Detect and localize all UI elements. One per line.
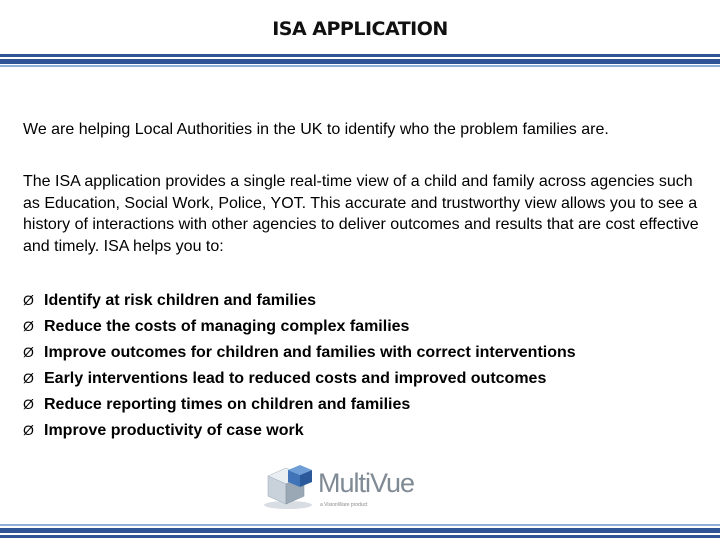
logo-tagline: a VisionWare product (320, 502, 368, 508)
header-rule (0, 59, 720, 64)
list-item-text: Reduce the costs of managing complex families (44, 317, 410, 335)
list-item (23, 314, 576, 340)
list-item-text: Identify at risk children and families (44, 292, 317, 309)
arrow-bullet-icon: Ø (23, 421, 34, 438)
list-item (23, 392, 576, 418)
list-item-text: Reduce reporting times on children and families (44, 395, 411, 413)
list-item-text: Early interventions lead to reduced costs and improved outcomes (44, 369, 547, 387)
cube-logo-icon (262, 460, 316, 512)
footer-rule (0, 524, 720, 526)
list-item-text: Improve outcomes for children and families with correct interventions (44, 343, 576, 361)
arrow-bullet-icon: Ø (23, 369, 34, 386)
list-item (23, 288, 576, 314)
arrow-bullet-icon: Ø (23, 292, 34, 308)
list-item (23, 340, 576, 366)
list-item-text: Improve productivity of case work (44, 421, 304, 439)
intro-paragraph: We are helping Local Authorities in the UK to identify who the problem families are. (23, 121, 609, 138)
multivue-logo (262, 460, 422, 512)
list-item (23, 366, 576, 392)
arrow-bullet-icon: Ø (23, 343, 34, 360)
benefits-list (23, 288, 576, 443)
footer-rule (0, 535, 720, 538)
description-paragraph: The ISA application provides a single real-time view of a child and family across agencies such as Education, Social Work, Police, YOT. This accurate and trustworthy view allows you to see a history of interactions with other agencies to deliver outcomes and results that are cost effective and timely. ISA helps you to: (23, 173, 699, 255)
logo-wordmark: MultiVue (318, 468, 415, 498)
header-rule (0, 54, 720, 57)
arrow-bullet-icon: Ø (23, 395, 34, 412)
footer-rule (0, 528, 720, 533)
list-item (23, 418, 576, 444)
header-rule (0, 65, 720, 67)
page-title: ISA APPLICATION (272, 18, 448, 40)
arrow-bullet-icon: Ø (23, 317, 34, 334)
